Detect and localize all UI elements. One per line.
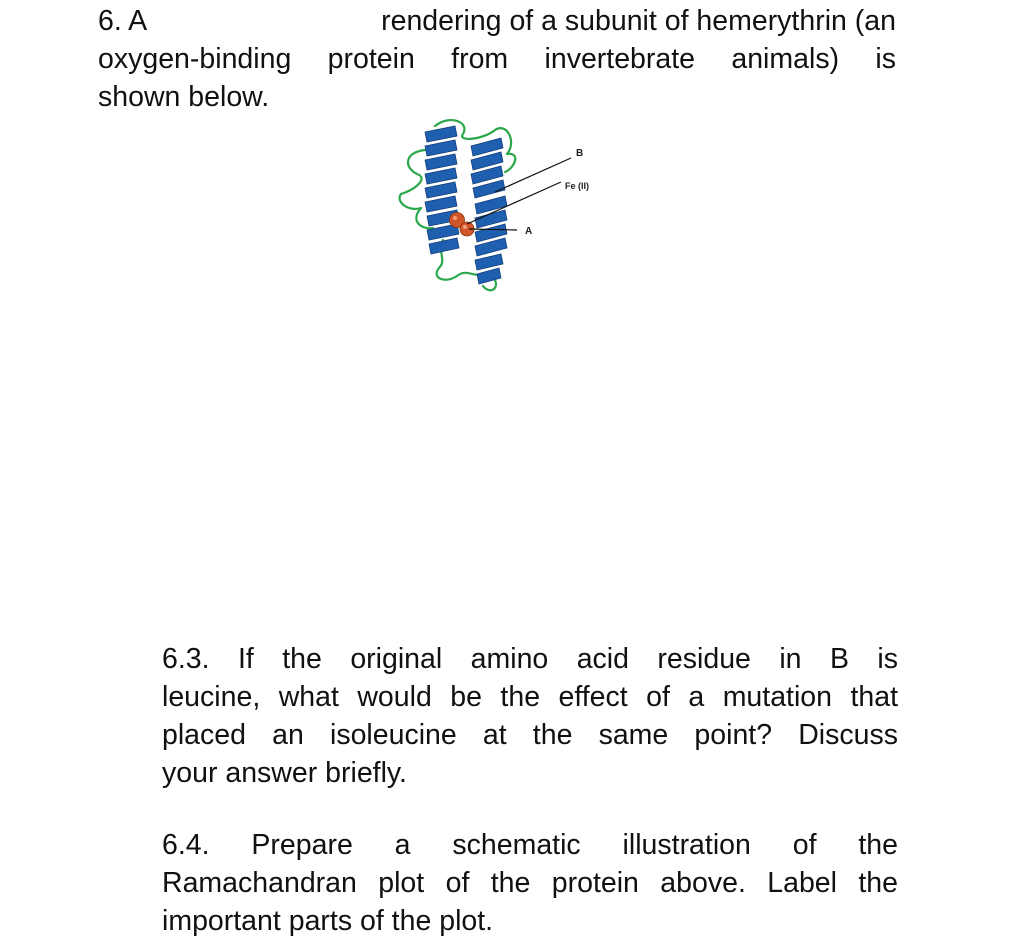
question-6-4-line-1: 6.4. Prepare a schematic illustration of the: [162, 829, 898, 861]
question-6-number: 6. A: [98, 5, 148, 37]
hemerythrin-figure: [395, 112, 625, 302]
question-6-4-line-3: important parts of the plot.: [162, 905, 494, 937]
question-6-4-line-2: Ramachandran plot of the protein above. Label the: [162, 867, 898, 899]
question-6-line-2: oxygen-binding protein from invertebrate animals) is: [98, 43, 896, 75]
hemerythrin-ribbon-diagram: [395, 112, 625, 302]
question-6-3-line-3: placed an isoleucine at the same point? Discuss: [162, 719, 898, 751]
question-6-4: [162, 826, 898, 940]
right-alpha-helix: [471, 138, 507, 284]
question-6-intro: [98, 2, 896, 116]
question-6-3-line-2: leucine, what would be the effect of a mutation that: [162, 681, 898, 713]
label-a: A: [525, 226, 533, 237]
question-6-line-1-text: rendering of a subunit of hemerythrin (an: [381, 5, 896, 37]
question-6-line-3: shown below.: [98, 81, 270, 113]
question-6-line-1: [98, 2, 896, 40]
question-6-3: [162, 640, 898, 792]
question-6-3-line-1: 6.3. If the original amino acid residue in B is: [162, 643, 898, 675]
label-fe-ii: Fe (II): [565, 181, 589, 191]
question-6-3-line-4: your answer briefly.: [162, 757, 407, 789]
label-b: B: [576, 148, 584, 159]
left-alpha-helix: [425, 126, 459, 266]
